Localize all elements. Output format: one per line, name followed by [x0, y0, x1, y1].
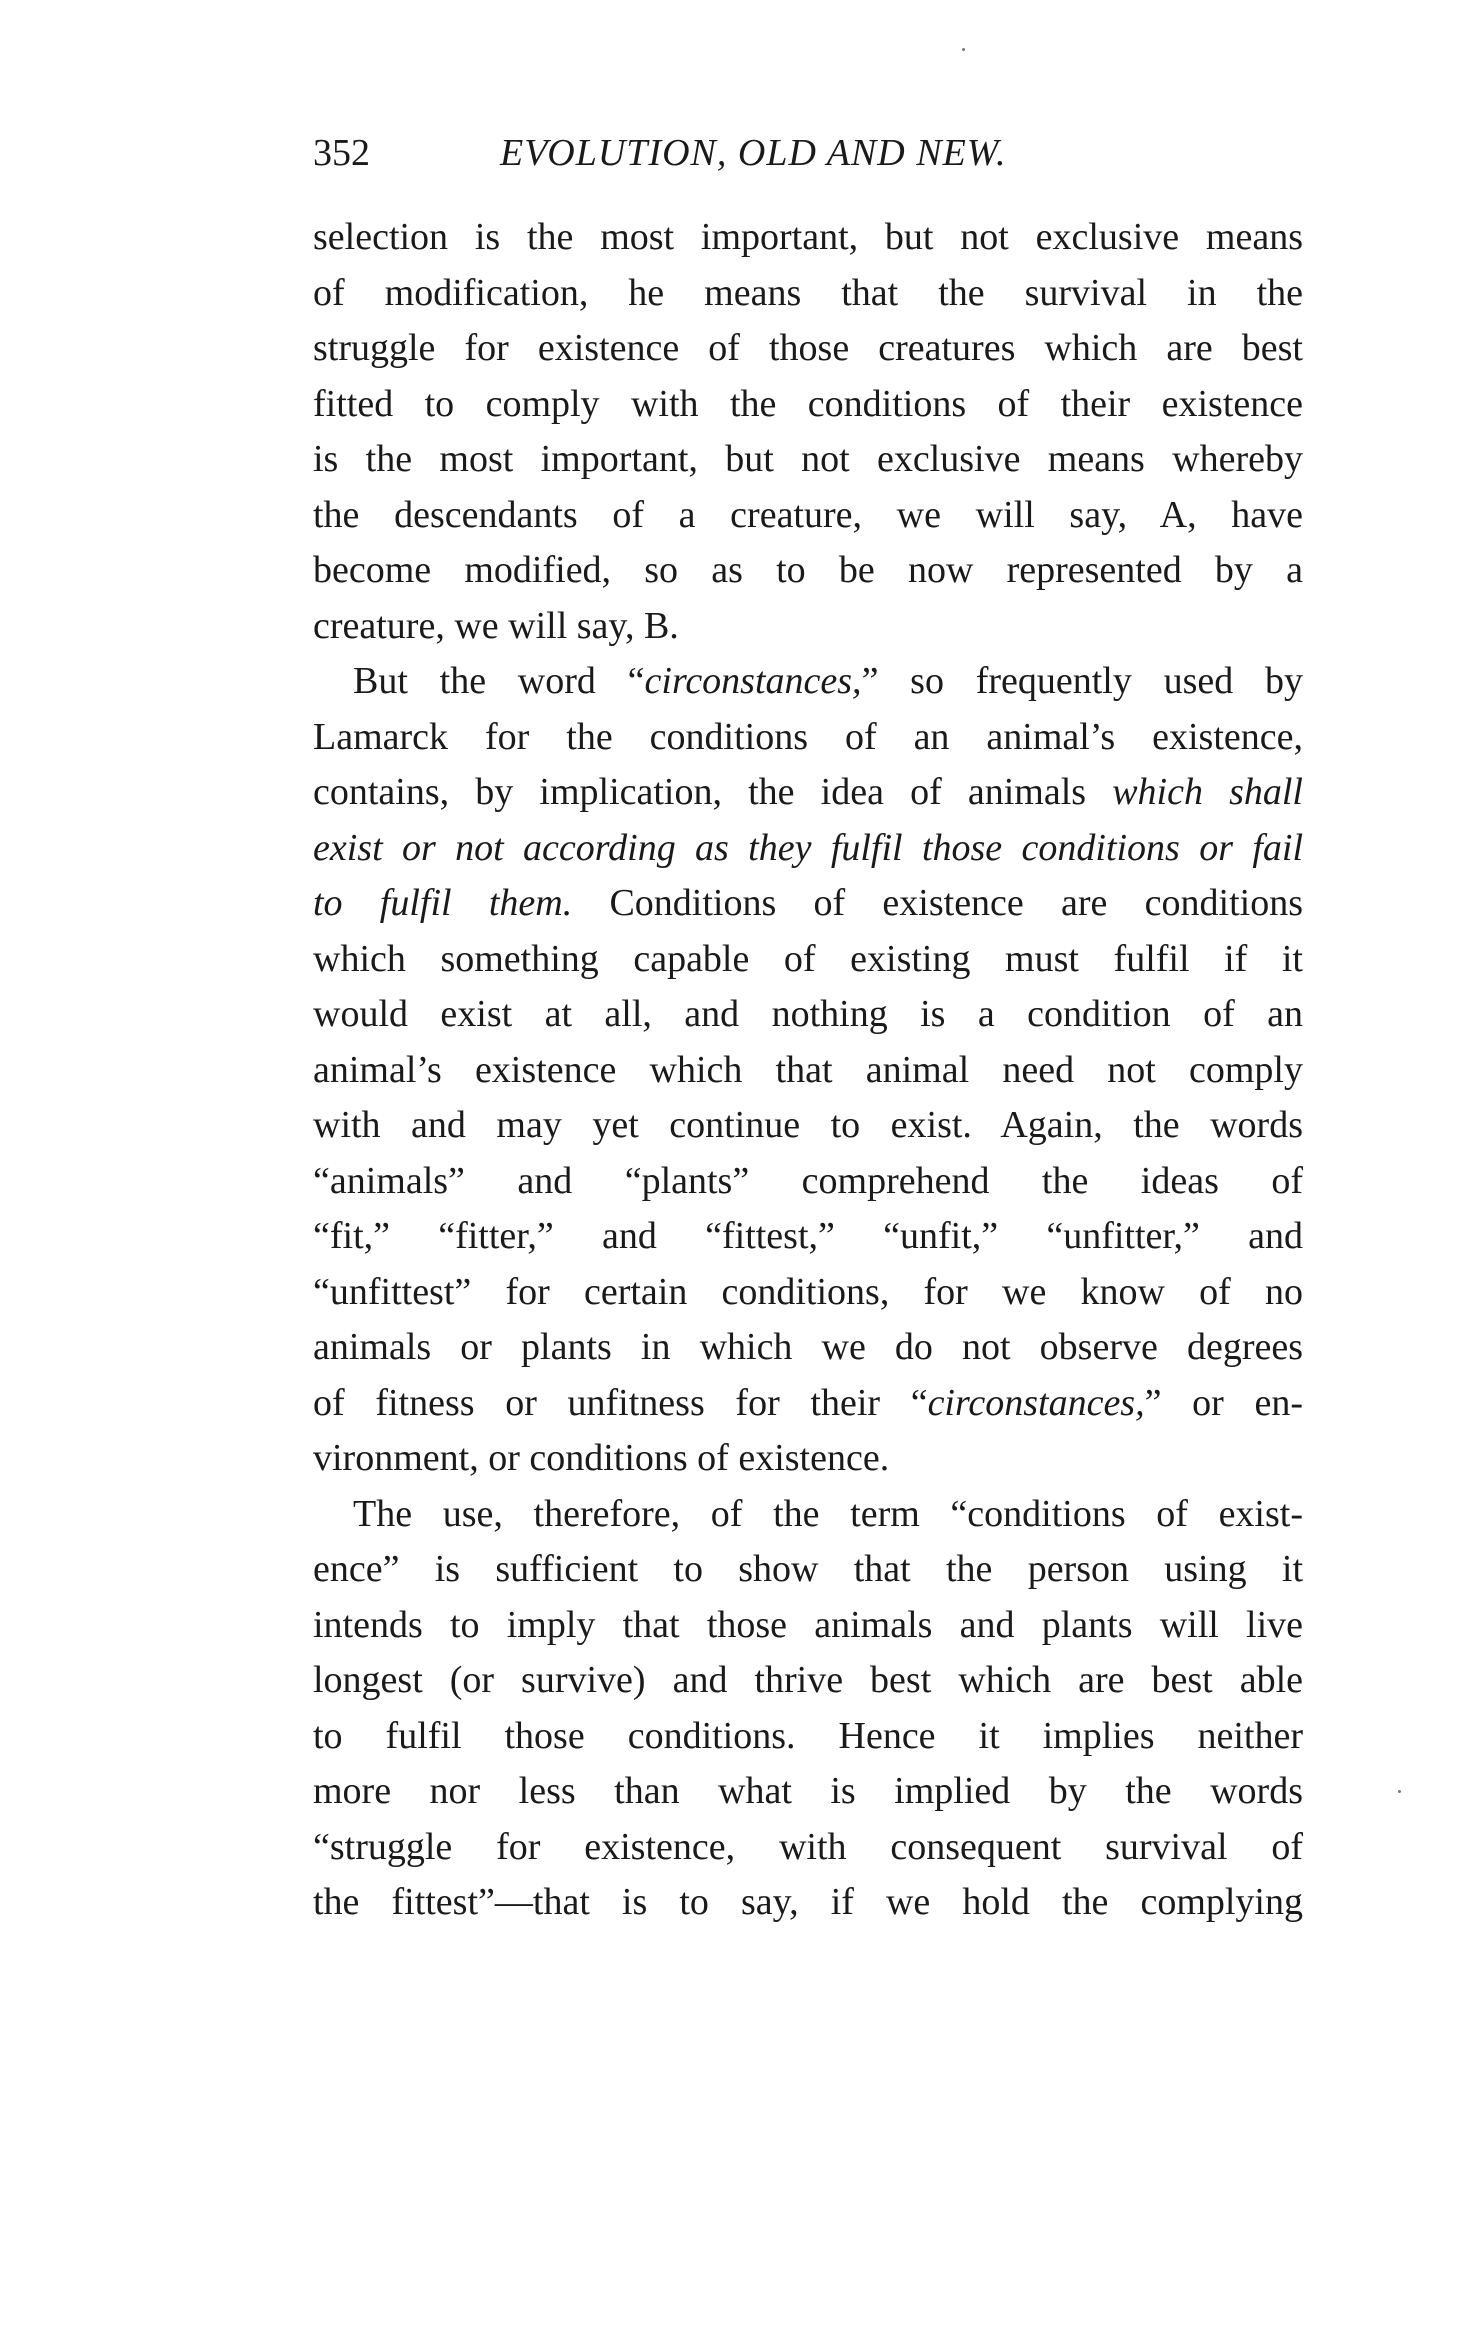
- text-run: ” so frequently used by: [861, 660, 1303, 702]
- italic-phrase: which shall: [1112, 771, 1303, 813]
- italic-term: circonstances,: [644, 660, 862, 702]
- text-line: become modified, so as to be now represented by a: [313, 549, 1303, 591]
- text-line: selection is the most important, but not exclusive means: [313, 216, 1303, 258]
- paragraph-1: [313, 210, 1303, 654]
- text-line: “struggle for existence, with consequent survival of: [313, 1825, 1303, 1868]
- text-line: exist or not according as they fulfil those conditions or fail: [313, 826, 1303, 869]
- text-line: [313, 654, 1303, 710]
- text-line: [313, 1376, 1303, 1432]
- running-title: EVOLUTION, OLD AND NEW.: [500, 132, 1007, 174]
- text-line: [313, 876, 1303, 932]
- text-line: intends to imply that those animals and plants will live: [313, 1603, 1303, 1646]
- italic-term: circonstances,: [927, 1381, 1145, 1424]
- text-run: Conditions of existence are conditions: [572, 882, 1303, 924]
- text-line: longest (or survive) and thrive best which are best able: [313, 1659, 1303, 1701]
- text-line: which something capable of existing must fulfil if it: [313, 937, 1303, 980]
- text-line: “animals” and “plants” comprehend the ideas of: [313, 1159, 1303, 1202]
- running-head: [313, 128, 1303, 178]
- text-line: The use, therefore, of the term “conditions of exist-: [353, 1492, 1303, 1535]
- text-line: fitted to comply with the conditions of their existence: [313, 382, 1303, 425]
- text-line: creature, we will say, B.: [313, 604, 679, 647]
- text-line: to fulfil those conditions. Hence it implies neither: [313, 1714, 1303, 1757]
- text-run: But the word “: [353, 660, 645, 702]
- text-line: the descendants of a creature, we will say, A, have: [313, 493, 1303, 536]
- text-line: with and may yet continue to exist. Again, the words: [313, 1104, 1303, 1146]
- text-line: struggle for existence of those creatures which are best: [313, 327, 1303, 369]
- text-line: “fit,” “fitter,” and “fittest,” “unfit,” “unfitter,” and: [313, 1215, 1303, 1257]
- text-line: the fittest”—that is to say, if we hold the complying: [313, 1881, 1303, 1923]
- paragraph-2: [313, 654, 1303, 1487]
- text-run: of fitness or unfitness for their “: [313, 1381, 928, 1424]
- page-number: 352: [313, 132, 370, 174]
- italic-phrase: to fulfil them.: [313, 882, 573, 924]
- text-run: contains, by implication, the idea of animals: [313, 771, 1113, 813]
- text-line: would exist at all, and nothing is a condition of an: [313, 993, 1303, 1035]
- scan-speck: [962, 48, 965, 51]
- text-line: animal’s existence which that animal need not comply: [313, 1048, 1303, 1091]
- text-line: of modification, he means that the survival in the: [313, 271, 1303, 314]
- paragraph-3: [313, 1487, 1303, 1931]
- text-line: “unfittest” for certain conditions, for we know of no: [313, 1270, 1303, 1313]
- text-line: animals or plants in which we do not observe degrees: [313, 1326, 1303, 1368]
- scan-speck: [1398, 1790, 1401, 1793]
- text-line: vironment, or conditions of existence.: [313, 1437, 890, 1479]
- text-line: ence” is sufficient to show that the person using it: [313, 1548, 1303, 1590]
- body-text: [313, 210, 1303, 1931]
- text-run: ” or en-: [1144, 1381, 1303, 1424]
- text-line: [313, 765, 1303, 821]
- text-line: more nor less than what is implied by the words: [313, 1770, 1303, 1812]
- text-line: is the most important, but not exclusive means whereby: [313, 438, 1303, 480]
- text-line: Lamarck for the conditions of an animal’s existence,: [313, 715, 1303, 758]
